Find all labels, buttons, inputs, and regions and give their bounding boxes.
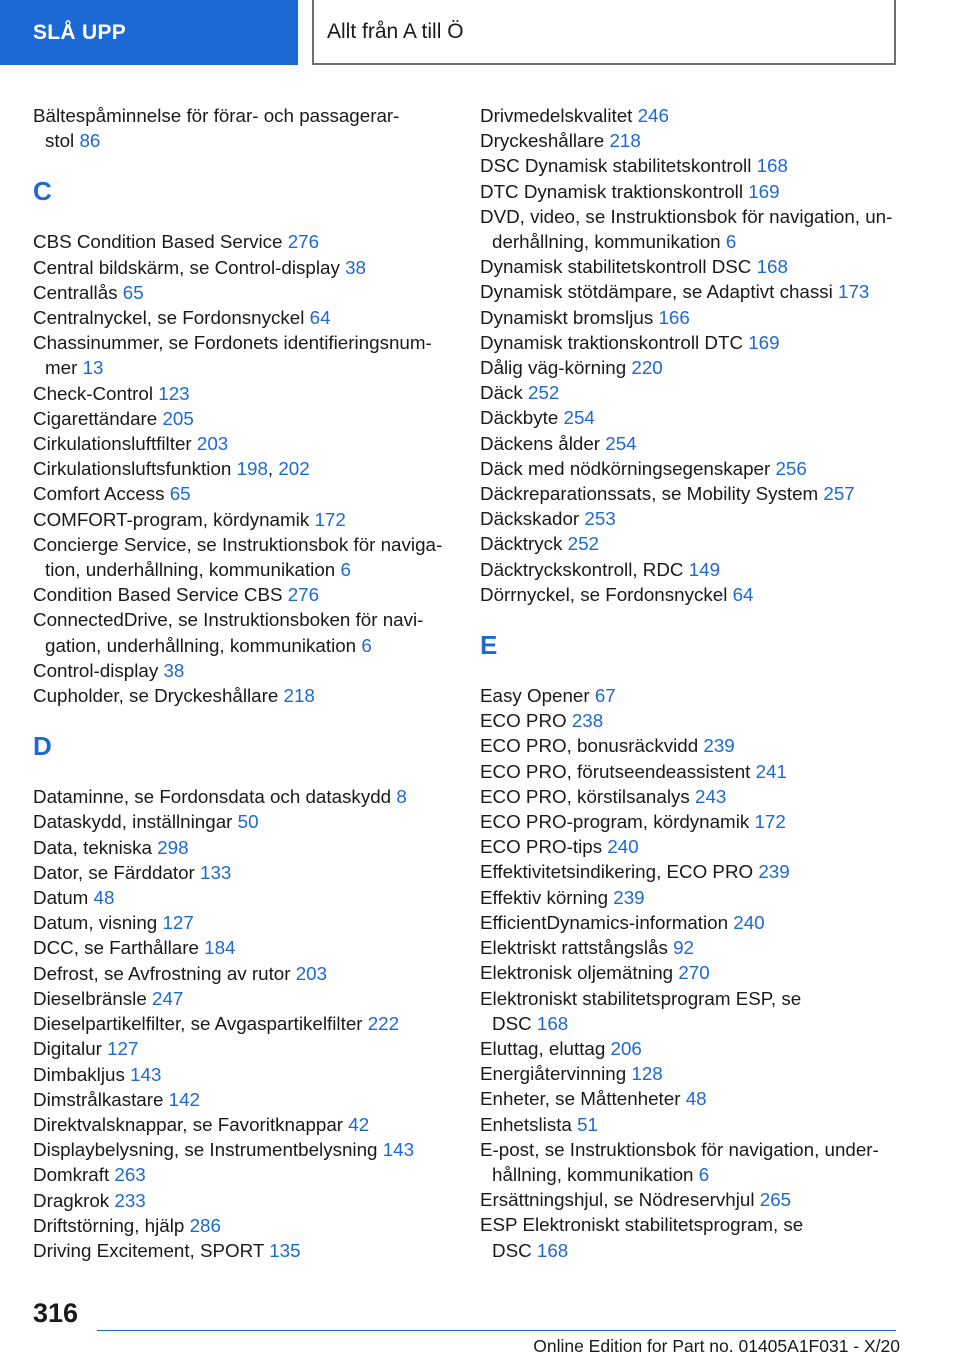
- page-number: 316: [33, 1298, 79, 1328]
- page-reference-link[interactable]: 263: [114, 1164, 146, 1186]
- index-entry-text: ConnectedDrive, se Instruktionsboken för navi-: [33, 609, 424, 631]
- index-entry-text: Energiåtervinning: [480, 1063, 627, 1085]
- page-reference-link[interactable]: 252: [567, 533, 599, 555]
- index-entry: [33, 860, 453, 885]
- index-entry-text: Dörrnyckel, se Fordonsnyckel: [480, 583, 728, 605]
- index-entry: [33, 607, 453, 657]
- page-reference-link[interactable]: 6: [340, 559, 351, 581]
- index-entry-text: DVD, video, se Instruktionsbok för navigation, un-: [480, 205, 893, 227]
- page-reference-link[interactable]: 38: [345, 256, 366, 278]
- section-tab-label: SLÅ UPP: [33, 20, 127, 44]
- index-entry-text: Eluttag, eluttag: [480, 1037, 606, 1059]
- page-reference-link[interactable]: 254: [605, 432, 637, 454]
- page-reference-link[interactable]: 220: [631, 357, 663, 379]
- page-reference-link[interactable]: 48: [685, 1088, 707, 1110]
- index-entry-text: derhållning, kommunikation: [492, 231, 721, 253]
- index-entry-text: Drivmedelskvalitet: [480, 105, 633, 126]
- index-entry: [33, 935, 453, 960]
- index-column-right: [480, 103, 900, 1263]
- index-entry-text: Datum: [33, 887, 89, 909]
- page-reference-link[interactable]: 6: [698, 1163, 710, 1185]
- index-entry: [33, 1137, 453, 1162]
- page-reference-link[interactable]: 202: [278, 458, 310, 480]
- index-entry: [480, 179, 900, 204]
- index-entry-text: Comfort Access: [33, 483, 165, 505]
- index-entry: [33, 835, 453, 860]
- page-reference-link[interactable]: 276: [287, 231, 320, 253]
- page-reference-link[interactable]: 168: [536, 1012, 569, 1034]
- index-entry: [480, 330, 900, 355]
- index-entry-text: ECO PRO: [480, 710, 567, 732]
- page-reference-link[interactable]: 142: [168, 1088, 201, 1110]
- page-reference-link[interactable]: 241: [755, 760, 787, 782]
- index-entry-text: Effektivitetsindikering, ECO PRO: [480, 861, 754, 883]
- index-entry-text: Däckskador: [480, 508, 580, 530]
- page-reference-link[interactable]: 286: [189, 1214, 221, 1236]
- page-reference-link[interactable]: 240: [733, 911, 765, 933]
- page-title: Allt från A till Ö: [327, 19, 464, 43]
- index-entry-text: Dataminne, se Fordonsdata och dataskydd: [33, 786, 392, 808]
- index-entry: [33, 784, 453, 809]
- index-entry-text: DCC, se Farthållare: [33, 937, 199, 959]
- index-entry-text: EfficientDynamics-information: [480, 911, 729, 933]
- page-reference-link[interactable]: 246: [637, 105, 669, 126]
- index-letter-heading: C: [33, 176, 52, 207]
- page-reference-link[interactable]: 166: [658, 306, 690, 328]
- page-reference-link[interactable]: 168: [756, 256, 788, 278]
- page-reference-link[interactable]: 143: [130, 1063, 162, 1085]
- index-entry-text: Däck med nödkörningsegenskaper: [480, 457, 771, 479]
- index-entry-text: Dålig väg-körning: [480, 357, 627, 379]
- index-entry-text: COMFORT-program, kördynamik: [33, 508, 310, 530]
- index-entry: [33, 910, 453, 935]
- index-entry: [480, 481, 900, 506]
- index-entry: [33, 1036, 453, 1061]
- page-reference-link[interactable]: 218: [609, 130, 641, 152]
- index-entry: [480, 380, 900, 405]
- index-entry: [33, 961, 453, 986]
- index-entry: [480, 582, 900, 607]
- page-reference-link[interactable]: 135: [269, 1239, 301, 1261]
- page-reference-link[interactable]: 298: [157, 836, 189, 858]
- index-entry-text: Däcktryckskontroll, RDC: [480, 558, 684, 580]
- index-entry-text: Däck: [480, 382, 523, 404]
- index-entry: [480, 683, 900, 708]
- index-entry-text: Central bildskärm, se Control-display: [33, 256, 340, 278]
- index-entry-text: Cirkulationsluftfilter: [33, 433, 192, 455]
- index-entry-text: Dieselbränsle: [33, 987, 147, 1009]
- index-entry-text: Control-display: [33, 659, 159, 681]
- index-entry: [33, 1162, 453, 1187]
- index-entry: [33, 582, 453, 607]
- index-entry-text: Dynamisk stabilitetskontroll DSC: [480, 256, 752, 278]
- index-entry: [480, 859, 900, 884]
- index-entry: [480, 305, 900, 330]
- index-entry: [480, 759, 900, 784]
- index-entry-text: mer: [45, 357, 78, 379]
- page-reference-link[interactable]: 8: [396, 786, 407, 808]
- index-entry: [33, 1112, 453, 1137]
- page-reference-link[interactable]: 51: [577, 1113, 598, 1135]
- index-entry: [33, 406, 453, 431]
- index-entry-text: Chassinummer, se Fordonets identifieringsnum-: [33, 332, 432, 354]
- page-reference-link[interactable]: 238: [571, 710, 604, 732]
- page-reference-link[interactable]: 123: [158, 382, 190, 404]
- index-entry: [480, 103, 900, 128]
- page-reference-link[interactable]: 218: [283, 685, 315, 707]
- index-entry-text: ECO PRO, bonusräckvidd: [480, 735, 699, 757]
- page-reference-link[interactable]: 254: [563, 407, 595, 429]
- index-entry-text: Effektiv körning: [480, 886, 609, 908]
- index-entry: [480, 1061, 900, 1086]
- index-entry: [33, 381, 453, 406]
- index-entry-text: stol: [45, 130, 75, 152]
- footer-divider: [97, 1330, 896, 1331]
- index-entry: [33, 507, 453, 532]
- page-reference-link[interactable]: 48: [93, 887, 115, 909]
- index-entry: [33, 1213, 453, 1238]
- page-reference-link[interactable]: 256: [775, 457, 807, 479]
- index-entry-text: Dryckeshållare: [480, 130, 605, 152]
- index-entry: [480, 834, 900, 859]
- index-entry: Cirkulationsluftsfunktion 198, 202: [33, 458, 310, 480]
- index-column-left: [33, 103, 453, 1263]
- page-reference-link[interactable]: 143: [382, 1139, 415, 1161]
- index-entry-text: CBS Condition Based Service: [33, 231, 283, 253]
- page-reference-link[interactable]: 239: [613, 886, 645, 908]
- page-reference-link[interactable]: 222: [367, 1013, 400, 1035]
- index-entry: [480, 506, 900, 531]
- index-entry-text: Cupholder, se Dryckeshållare: [33, 685, 279, 707]
- page-reference-link[interactable]: 239: [758, 861, 790, 883]
- page-reference-link[interactable]: 6: [725, 231, 737, 253]
- index-entry-text: Digitalur: [33, 1038, 102, 1060]
- page-reference-link[interactable]: 276: [287, 584, 320, 606]
- page-reference-link[interactable]: 253: [584, 508, 616, 530]
- edition-footer: Online Edition for Part no. 01405A1F031 - X/20: [533, 1336, 900, 1356]
- index-entry: [480, 1112, 900, 1137]
- page-reference-link[interactable]: 270: [678, 962, 710, 984]
- index-entry-text: Dragkrok: [33, 1189, 110, 1211]
- index-letter-heading: D: [33, 731, 52, 762]
- index-entry: [33, 280, 453, 305]
- index-entry: [480, 733, 900, 758]
- index-entry: [480, 986, 900, 1036]
- page-reference-link[interactable]: 198: [236, 458, 268, 480]
- index-entry: [480, 153, 900, 178]
- page-reference-link[interactable]: 133: [200, 861, 232, 883]
- index-entry: [33, 431, 453, 456]
- index-entry-text: ECO PRO-program, kördynamik: [480, 811, 750, 833]
- index-entry: [33, 532, 453, 582]
- page-reference-link[interactable]: 169: [748, 180, 780, 202]
- index-entry: [33, 229, 453, 254]
- index-entry: [480, 960, 900, 985]
- index-entry-text: Datum, visning: [33, 912, 158, 934]
- index-entry: [480, 128, 900, 153]
- page-reference-link[interactable]: 13: [82, 357, 104, 379]
- index-entry-text: Bältespåminnelse för förar- och passagerar-: [33, 105, 400, 126]
- index-entry: [480, 1137, 900, 1187]
- page-reference-link[interactable]: 92: [673, 937, 694, 959]
- page-reference-link[interactable]: 233: [114, 1189, 146, 1211]
- index-entry-text: Easy Opener: [480, 685, 590, 707]
- index-entry: [33, 885, 453, 910]
- index-entry-text: Elektriskt rattstångslås: [480, 937, 668, 959]
- page-reference-link[interactable]: 127: [107, 1038, 139, 1060]
- page-header: [312, 0, 896, 65]
- index-entry: [33, 809, 453, 834]
- index-entry: [480, 910, 900, 935]
- page-reference-link[interactable]: 65: [122, 281, 144, 303]
- index-entry-text: ECO PRO, körstilsanalys: [480, 785, 690, 807]
- page-reference-link[interactable]: 67: [594, 685, 616, 707]
- page-reference-link[interactable]: 257: [823, 483, 855, 505]
- index-entry: [480, 784, 900, 809]
- index-entry-text: Dynamisk traktionskontroll DTC: [480, 331, 744, 353]
- index-entry-text: Concierge Service, se Instruktionsbok för naviga-: [33, 533, 443, 555]
- index-entry: [33, 986, 453, 1011]
- page-reference-link[interactable]: 172: [314, 508, 346, 530]
- index-entry-text: Direktvalsknappar, se Favoritknappar: [33, 1113, 344, 1135]
- index-entry-text: Driftstörning, hjälp: [33, 1214, 185, 1236]
- index-entry-text: Data, tekniska: [33, 836, 153, 858]
- index-entry: [33, 683, 453, 708]
- index-entry-text: Cirkulationsluftsfunktion: [33, 458, 232, 480]
- index-entry-text: DTC Dynamisk traktionskontroll: [480, 180, 744, 202]
- index-entry-text: Dimstrålkastare: [33, 1088, 164, 1110]
- index-entry-text: Dynamiskt bromsljus: [480, 306, 654, 328]
- index-entry-text: Elektronisk oljemätning: [480, 962, 674, 984]
- index-entry-text: Däckreparationssats, se Mobility System: [480, 483, 819, 505]
- page-reference-link[interactable]: 38: [163, 659, 185, 681]
- index-entry-text: gation, underhållning, kommunikation: [45, 634, 357, 656]
- page-reference-link[interactable]: 247: [152, 987, 184, 1009]
- page-reference-link[interactable]: 203: [295, 962, 328, 984]
- section-tab[interactable]: [0, 0, 298, 65]
- index-entry-text: DSC Dynamisk stabilitetskontroll: [480, 155, 752, 177]
- index-entry-text: Centrallås: [33, 281, 118, 303]
- index-entry-text: Dataskydd, inställningar: [33, 811, 233, 833]
- page-reference-link[interactable]: 50: [237, 811, 259, 833]
- index-entry-text: Check-Control: [33, 382, 154, 404]
- index-entry-text: Däcktryck: [480, 533, 563, 555]
- index-entry: [33, 330, 453, 380]
- index-entry-text: Enhetslista: [480, 1113, 572, 1135]
- index-entry: [33, 1238, 453, 1263]
- index-entry: [33, 1087, 453, 1112]
- page-reference-link[interactable]: 6: [361, 634, 372, 656]
- index-entry: [33, 1188, 453, 1213]
- index-entry-text: ECO PRO-tips: [480, 836, 603, 858]
- page-reference-link[interactable]: 172: [754, 811, 786, 833]
- page-reference-link[interactable]: 149: [688, 558, 721, 580]
- page-reference-link[interactable]: 86: [79, 130, 101, 152]
- index-entry: [33, 103, 453, 153]
- page-reference-link[interactable]: 42: [348, 1113, 370, 1135]
- index-entry-text: E-post, se Instruktionsbok för navigation, under-: [480, 1138, 879, 1160]
- page-reference-link[interactable]: 127: [162, 912, 194, 934]
- page-reference-link[interactable]: 205: [162, 407, 194, 429]
- index-entry-text: Dieselpartikelfilter, se Avgaspartikelfilter: [33, 1013, 363, 1035]
- page-reference-link[interactable]: 64: [309, 307, 331, 329]
- index-entry: [480, 405, 900, 430]
- index-entry: [480, 456, 900, 481]
- page-reference-link[interactable]: 64: [732, 583, 754, 605]
- index-entry-text: Domkraft: [33, 1164, 110, 1186]
- index-entry: [33, 1011, 453, 1036]
- index-entry-text: hållning, kommunikation: [492, 1163, 694, 1185]
- page-reference-link[interactable]: 128: [631, 1063, 663, 1085]
- page-reference-link[interactable]: 265: [759, 1189, 792, 1211]
- index-entry: [33, 1062, 453, 1087]
- index-entry-text: Däckens ålder: [480, 432, 601, 454]
- index-entry-text: Displaybelysning, se Instrumentbelysning: [33, 1139, 378, 1161]
- index-entry: [33, 481, 453, 506]
- index-entry: [480, 557, 900, 582]
- index-entry-text: Dator, se Färddator: [33, 861, 195, 883]
- page-reference-link[interactable]: 203: [196, 433, 229, 455]
- index-entry-text: ECO PRO, förutseendeassistent: [480, 760, 751, 782]
- index-entry-text: Enheter, se Måttenheter: [480, 1088, 681, 1110]
- index-entry-text: Centralnyckel, se Fordonsnyckel: [33, 307, 305, 329]
- index-entry: [480, 431, 900, 456]
- page-reference-link[interactable]: 240: [607, 836, 639, 858]
- index-entry: [480, 1036, 900, 1061]
- index-entry-text: Ersättningshjul, se Nödreservhjul: [480, 1189, 755, 1211]
- page-reference-link[interactable]: 65: [169, 483, 191, 505]
- index-entry: [480, 1212, 900, 1262]
- index-entry: [33, 658, 453, 683]
- page-reference-link[interactable]: 252: [528, 382, 560, 404]
- page-reference-link[interactable]: 206: [610, 1037, 642, 1059]
- index-entry-text: Defrost, se Avfrostning av rutor: [33, 962, 291, 984]
- index-entry-text: Cigarettändare: [33, 407, 158, 429]
- index-entry: [480, 1187, 900, 1212]
- index-entry: [480, 1086, 900, 1111]
- index-entry-text: Dynamisk stötdämpare, se Adaptivt chassi: [480, 281, 833, 303]
- index-entry: [480, 279, 900, 304]
- page-reference-link[interactable]: 168: [756, 155, 788, 177]
- index-entry: [33, 305, 453, 330]
- index-entry-text: DSC: [492, 1012, 532, 1034]
- index-entry: [480, 809, 900, 834]
- index-entry: [480, 935, 900, 960]
- index-entry-text: Dimbakljus: [33, 1063, 125, 1085]
- index-entry: [480, 204, 900, 254]
- index-entry-text: Condition Based Service CBS: [33, 584, 283, 606]
- index-letter-heading: E: [480, 630, 498, 661]
- index-entry: [480, 355, 900, 380]
- page-reference-link[interactable]: 173: [838, 281, 870, 303]
- index-entry: [480, 885, 900, 910]
- index-entry-text: ESP Elektroniskt stabilitetsprogram, se: [480, 1214, 804, 1236]
- index-entry: [480, 254, 900, 279]
- index-entry: [33, 255, 453, 280]
- index-entry-text: DSC: [492, 1239, 532, 1261]
- index-entry: [480, 708, 900, 733]
- page-reference-link[interactable]: 184: [204, 937, 236, 959]
- page-reference-link[interactable]: 168: [536, 1239, 569, 1261]
- index-entry-text: Driving Excitement, SPORT: [33, 1239, 265, 1261]
- page-reference-link[interactable]: 243: [695, 785, 727, 807]
- page-reference-link[interactable]: 169: [748, 331, 780, 353]
- page-reference-link[interactable]: 239: [703, 735, 735, 757]
- index-entry: [480, 531, 900, 556]
- index-entry-text: tion, underhållning, kommunikation: [45, 559, 336, 581]
- index-entry-text: Däckbyte: [480, 407, 559, 429]
- index-entry-text: Elektroniskt stabilitetsprogram ESP, se: [480, 987, 802, 1009]
